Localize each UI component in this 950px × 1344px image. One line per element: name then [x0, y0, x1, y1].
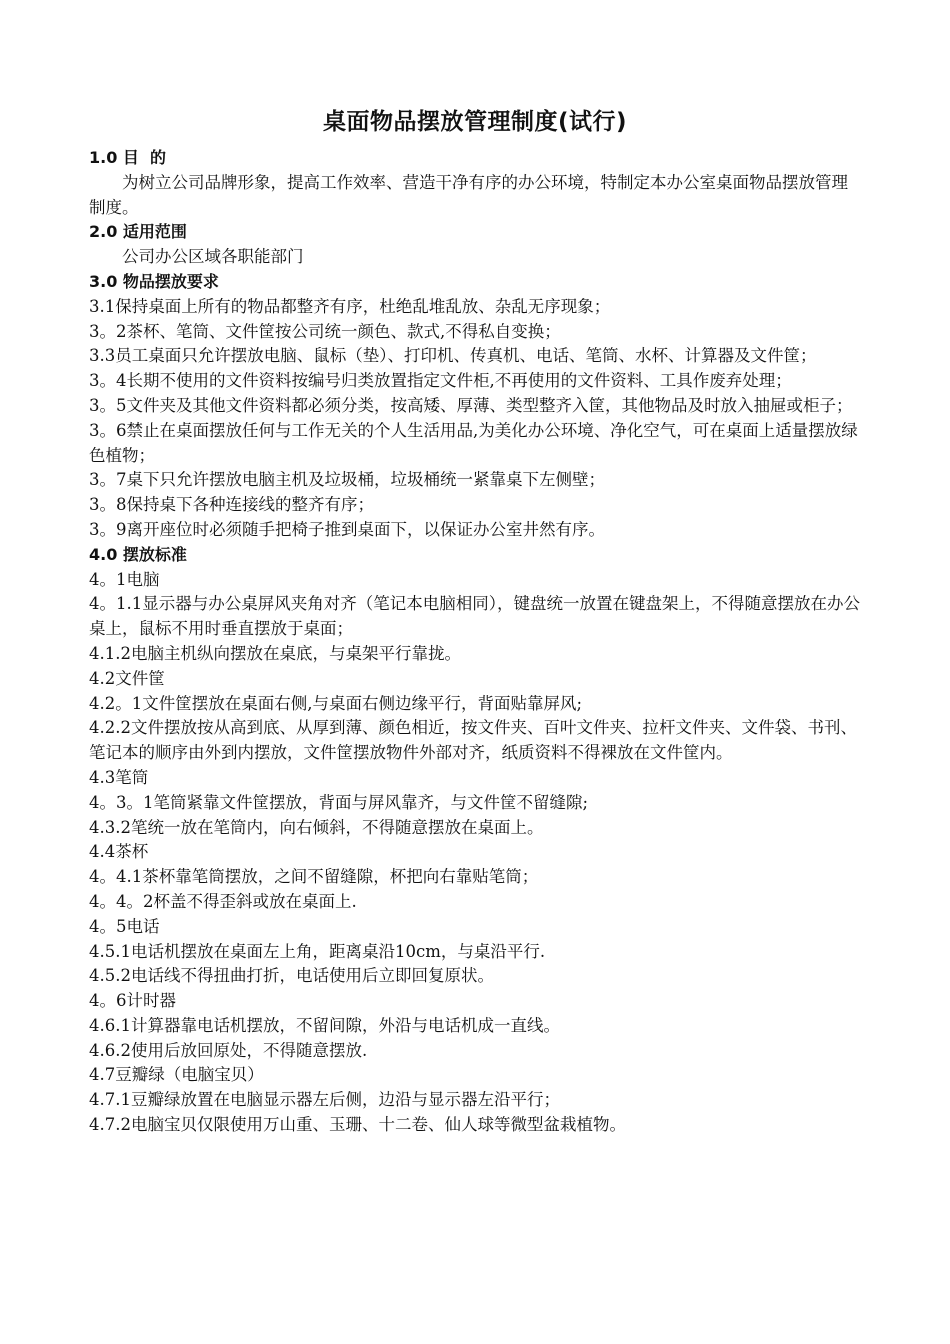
document-body	[89, 146, 861, 1138]
paragraph-line: 为树立公司品牌形象，提高工作效率、营造干净有序的办公环境，特制定本办公室桌面物品摆放管理制度。	[89, 172, 848, 217]
paragraph-line: 3。8保持桌下各种连接线的整齐有序；	[89, 495, 374, 515]
paragraph-line: 4.2。1文件筐摆放在桌面右侧,与桌面右侧边缘平行，背面贴靠屏风;	[89, 693, 583, 713]
paragraph-line: 3.3员工桌面只允许摆放电脑、鼠标（垫）、打印机、传真机、电话、笔筒、水杯、计算器及文件筐；	[89, 346, 817, 366]
document-page	[89, 106, 861, 1138]
paragraph-line: 4.1.2电脑主机纵向摆放在桌底，与桌架平行靠拢。	[89, 643, 461, 663]
paragraph-line: 4.4茶杯	[89, 842, 149, 862]
paragraph-line: 4.7豆瓣绿（电脑宝贝）	[89, 1065, 264, 1085]
section-heading: 3.0 物品摆放要求	[89, 271, 219, 291]
document-title: 桌面物品摆放管理制度(试行)	[322, 109, 628, 135]
paragraph-line: 4。6计时器	[89, 991, 176, 1011]
paragraph-line: 4。3。1笔筒紧靠文件筐摆放，背面与屏风靠齐，与文件筐不留缝隙;	[89, 792, 589, 812]
paragraph-line: 3。6禁止在桌面摆放任何与工作无关的个人生活用品,为美化办公环境、净化空气，可在桌面上适量摆放绿色植物；	[89, 420, 858, 465]
paragraph-line: 4.2.2文件摆放按从高到底、从厚到薄、颜色相近，按文件夹、百叶文件夹、拉杆文件夹、文件袋、书刊、笔记本的顺序由外到内摆放，文件筐摆放物件外部对齐，纸质资料不得裸放在文件筐内。	[89, 718, 857, 763]
paragraph-line: 公司办公区域各职能部门	[122, 247, 304, 267]
section-heading: 4.0 摆放标准	[89, 544, 187, 564]
section-heading: 2.0 适用范围	[89, 222, 187, 242]
paragraph-line: 3.1保持桌面上所有的物品都整齐有序，杜绝乱堆乱放、杂乱无序现象；	[89, 296, 611, 316]
paragraph-line: 3。9离开座位时必须随手把椅子推到桌面下，以保证办公室井然有序。	[89, 519, 605, 539]
paragraph-line: 4.5.2电话线不得扭曲打折，电话使用后立即回复原状。	[89, 966, 494, 986]
paragraph-line: 4.3笔筒	[89, 767, 149, 787]
paragraph-line: 4.6.2使用后放回原处，不得随意摆放.	[89, 1040, 368, 1060]
paragraph-line: 4。5电话	[89, 916, 160, 936]
paragraph-line: 4.7.2电脑宝贝仅限使用万山重、玉珊、十二卷、仙人球等微型盆栽植物。	[89, 1115, 626, 1135]
paragraph-line: 3。2茶杯、笔筒、文件筐按公司统一颜色、款式,不得私自变换；	[89, 321, 561, 341]
paragraph-line: 3。4长期不使用的文件资料按编号归类放置指定文件柜,不再使用的文件资料、工具作废弃处理；	[89, 371, 792, 391]
paragraph-line: 4.7.1豆瓣绿放置在电脑显示器左后侧，边沿与显示器左沿平行；	[89, 1090, 560, 1110]
paragraph-line: 4.2文件筐	[89, 668, 165, 688]
paragraph-line: 4.5.1电话机摆放在桌面左上角，距离桌沿10cm，与桌沿平行.	[89, 941, 546, 961]
paragraph-line: 3。5文件夹及其他文件资料都必须分类，按高矮、厚薄、类型整齐入筐，其他物品及时放入抽屉或柜子；	[89, 395, 853, 415]
paragraph-line: 4。4.1茶杯靠笔筒摆放，之间不留缝隙，杯把向右靠贴笔筒；	[89, 867, 539, 887]
paragraph-line: 3。7桌下只允许摆放电脑主机及垃圾桶，垃圾桶统一紧靠桌下左侧壁；	[89, 470, 605, 490]
paragraph-line: 4。1电脑	[89, 569, 160, 589]
paragraph-line: 4.3.2笔统一放在笔筒内，向右倾斜，不得随意摆放在桌面上。	[89, 817, 544, 837]
paragraph-line: 4.6.1计算器靠电话机摆放，不留间隙，外沿与电话机成一直线。	[89, 1015, 560, 1035]
paragraph-line: 4。1.1显示器与办公桌屏风夹角对齐（笔记本电脑相同），键盘统一放置在键盘架上，不得随意摆放在办公桌上，鼠标不用时垂直摆放于桌面；	[89, 594, 860, 639]
paragraph-line: 4。4。2杯盖不得歪斜或放在桌面上.	[89, 891, 357, 911]
section-heading: 1.0 目 的	[89, 148, 167, 167]
